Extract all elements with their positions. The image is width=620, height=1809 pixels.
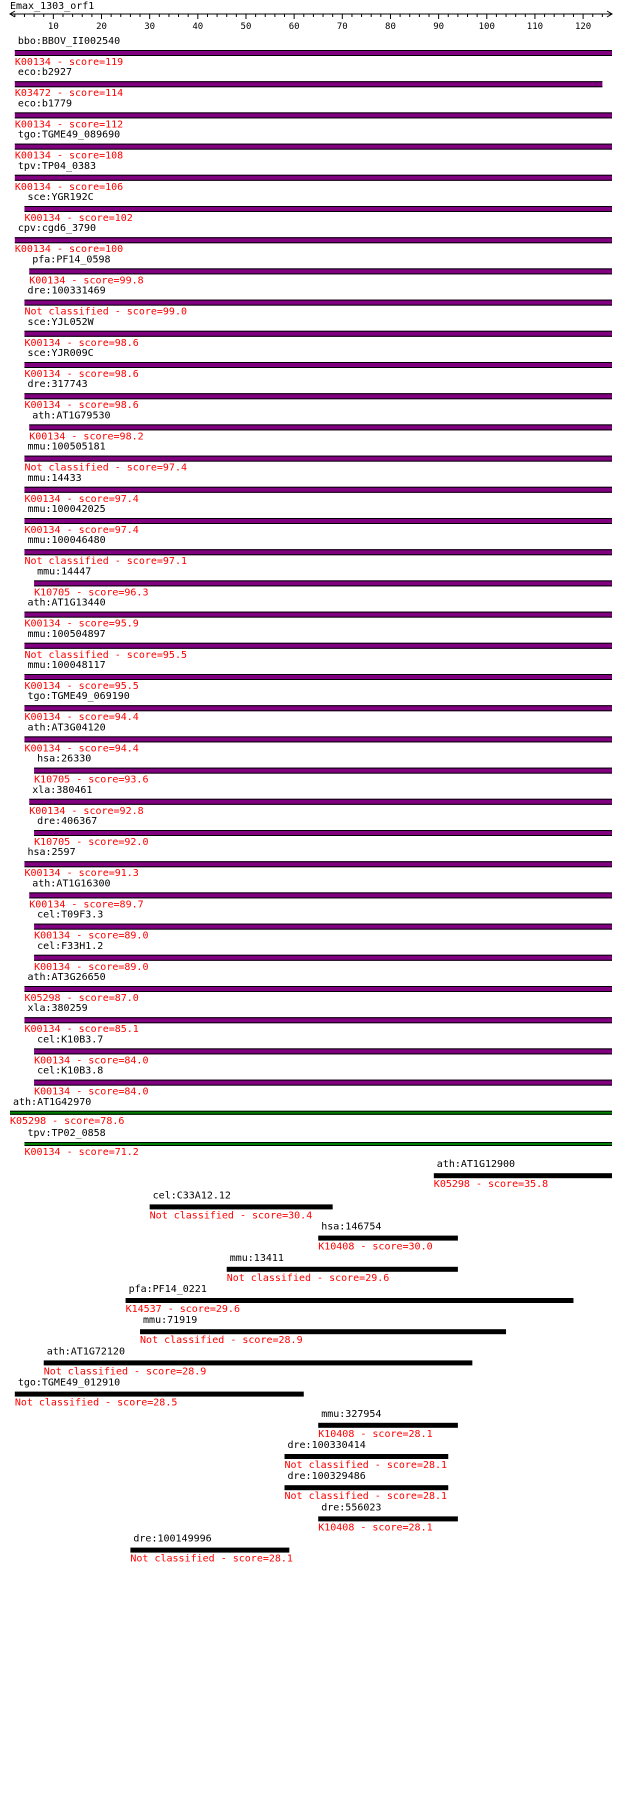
hit-entry (29, 878, 612, 910)
hit-entry (24, 473, 612, 505)
hit-name[interactable]: ath:AT1G42970 (13, 1096, 92, 1108)
hit-ko-score[interactable]: Not classified - score=29.6 (226, 1272, 390, 1284)
alignment-bar[interactable] (15, 1392, 304, 1397)
hit-ko-score[interactable]: K00134 - score=95.5 (24, 681, 139, 692)
hit-ko-score[interactable]: K00134 - score=97.4 (24, 493, 139, 505)
ruler-tick-label: 20 (96, 22, 107, 32)
hit-name[interactable]: eco:b2927 (17, 67, 73, 79)
alignment-bar[interactable] (150, 1204, 333, 1209)
hit-entry (24, 317, 612, 349)
ruler-tick-label: 120 (574, 22, 592, 32)
hit-entry (10, 1097, 612, 1127)
hit-ko-score[interactable]: Not classified - score=28.5 (14, 1397, 178, 1409)
ruler-tick-label: 10 (47, 22, 59, 32)
hit-name[interactable]: cel:K10B3.8 (37, 1065, 104, 1077)
hit-name[interactable]: cel:K10B3.7 (37, 1034, 104, 1046)
hit-ko-score[interactable]: K14537 - score=29.6 (125, 1304, 240, 1315)
hit-entry (29, 785, 612, 817)
hit-ko-score[interactable]: K00134 - score=94.4 (24, 712, 139, 724)
ruler-tick-label: 50 (240, 22, 252, 32)
hit-ko-score[interactable]: Not classified - score=28.1 (284, 1491, 448, 1503)
hit-name[interactable]: ath:AT1G16300 (32, 878, 111, 890)
ruler-tick-label: 40 (192, 22, 204, 32)
hit-name[interactable]: pfa:PF14_0598 (32, 254, 111, 266)
hit-name[interactable]: cel:F33H1.2 (37, 940, 104, 952)
hit-entry (34, 1066, 612, 1098)
hit-entry (318, 1409, 458, 1440)
hit-entry (285, 1471, 449, 1502)
hit-entry (34, 1034, 612, 1066)
hit-ko-score[interactable]: Not classified - score=28.1 (130, 1553, 293, 1565)
hit-ko-score[interactable]: Not classified - score=95.5 (24, 649, 188, 661)
hit-ko-score[interactable]: K00134 - score=89.7 (29, 899, 144, 911)
hit-ko-score[interactable]: K00134 - score=98.6 (24, 369, 139, 380)
hit-entry (24, 379, 612, 411)
hit-entry (24, 598, 612, 630)
hit-ko-score[interactable]: Not classified - score=97.1 (24, 556, 188, 568)
hit-ko-score[interactable]: K00134 - score=85.1 (24, 1024, 139, 1036)
hit-ko-score[interactable]: K03472 - score=114 (14, 88, 124, 100)
ruler-tick-label: 30 (144, 22, 156, 32)
hit-name[interactable]: mmu:327954 (321, 1408, 382, 1420)
hit-entry (15, 98, 612, 130)
hit-entry (15, 36, 612, 68)
query-title: Emax_1303_orf1 (10, 1, 95, 12)
hit-ko-score[interactable]: K00134 - score=108 (14, 150, 124, 162)
hit-ko-score[interactable]: K00134 - score=91.3 (24, 868, 139, 880)
alignment-bar[interactable] (44, 1360, 473, 1365)
hit-entry (126, 1284, 574, 1315)
hit-ko-score[interactable]: K05298 - score=78.6 (10, 1115, 125, 1127)
hit-entry (15, 223, 612, 255)
hit-name[interactable]: tgo:TGME49_012910 (17, 1377, 121, 1389)
hit-ko-score[interactable]: K10705 - score=93.6 (34, 774, 149, 786)
hit-list (10, 36, 612, 1565)
hit-ko-score[interactable]: K00134 - score=89.0 (34, 930, 149, 942)
hit-entry (24, 1128, 612, 1158)
hit-ko-score[interactable]: K00134 - score=89.0 (34, 961, 149, 973)
hit-name[interactable]: hsa:146754 (321, 1221, 382, 1233)
hit-name[interactable]: cpv:cgd6_3790 (17, 223, 97, 235)
hit-entry (24, 192, 612, 224)
hit-ko-score[interactable]: K05298 - score=35.8 (433, 1179, 549, 1191)
hit-ko-score[interactable]: Not classified - score=30.4 (149, 1210, 313, 1222)
hit-name[interactable]: dre:100331469 (27, 285, 106, 297)
hit-entry (15, 130, 612, 162)
alignment-bar[interactable] (318, 1516, 458, 1521)
alignment-bar[interactable] (285, 1454, 449, 1459)
hit-name[interactable]: tpv:TP02_0858 (27, 1128, 106, 1139)
hit-name[interactable]: mmu:100048117 (27, 660, 106, 671)
hit-name[interactable]: dre:406367 (37, 816, 98, 827)
hit-name[interactable]: dre:317743 (27, 379, 88, 391)
ruler-tick-label: 100 (478, 22, 495, 32)
hit-name[interactable]: sce:YJL052W (27, 316, 94, 328)
hit-ko-score[interactable]: K00134 - score=98.2 (29, 431, 144, 443)
hit-name[interactable]: mmu:14433 (27, 472, 82, 484)
alignment-bar[interactable] (227, 1267, 458, 1272)
hit-ko-score[interactable]: K00134 - score=99.8 (29, 275, 144, 287)
hit-entry (24, 442, 612, 474)
hit-entry (34, 566, 612, 598)
hit-entry (24, 348, 612, 380)
hit-name[interactable]: sce:YGR192C (27, 192, 94, 203)
hit-entry (434, 1159, 612, 1190)
hit-entry (24, 847, 612, 879)
alignment-bar[interactable] (126, 1298, 574, 1303)
hit-ko-score[interactable]: K00134 - score=112 (14, 119, 124, 131)
hit-name[interactable]: dre:100149996 (133, 1533, 212, 1545)
hit-entry (34, 910, 612, 942)
hit-name[interactable]: xla:380259 (27, 1003, 88, 1015)
hit-entry (24, 1003, 612, 1035)
hit-entry (24, 722, 612, 754)
hit-name[interactable]: tpv:TP04_0383 (17, 160, 97, 172)
hit-entry (34, 941, 612, 973)
hit-name[interactable]: dre:556023 (321, 1502, 382, 1514)
alignment-bar[interactable] (130, 1548, 289, 1553)
hit-name[interactable]: dre:100330414 (287, 1440, 366, 1451)
hit-name[interactable]: ath:AT1G79530 (32, 410, 111, 422)
hit-ko-score[interactable]: K00134 - score=94.4 (24, 743, 139, 755)
hit-name[interactable]: tgo:TGME49_069190 (27, 691, 130, 703)
hit-entry (24, 504, 612, 536)
hit-name[interactable]: mmu:71919 (143, 1315, 198, 1327)
hit-entry (44, 1346, 473, 1377)
hit-ko-score[interactable]: K05298 - score=87.0 (24, 993, 139, 1004)
hit-entry (24, 660, 612, 692)
hit-ko-score[interactable]: K10408 - score=28.1 (318, 1522, 433, 1534)
hit-entry (29, 254, 612, 286)
hit-name[interactable]: xla:380461 (32, 784, 93, 796)
hit-name[interactable]: tgo:TGME49_089690 (17, 129, 121, 141)
hit-ko-score[interactable]: K00134 - score=119 (14, 57, 124, 68)
hit-entry (24, 691, 612, 723)
hit-name[interactable]: ath:AT1G13440 (27, 597, 106, 609)
hit-entry (24, 535, 612, 567)
hit-name[interactable]: bbo:BBOV_II002540 (17, 36, 121, 47)
alignment-bar[interactable] (434, 1173, 612, 1178)
ruler-tick-label: 70 (336, 22, 348, 32)
hit-name[interactable]: hsa:2597 (27, 847, 76, 859)
hit-entry (227, 1253, 458, 1284)
hit-entry (29, 410, 612, 442)
hit-entry (285, 1440, 449, 1471)
ruler-tick-label: 80 (385, 22, 396, 32)
hit-ko-score[interactable]: K10705 - score=96.3 (34, 587, 149, 599)
hit-entry (24, 629, 612, 661)
hit-entry (34, 816, 612, 848)
hit-entry (318, 1222, 458, 1253)
hit-name[interactable]: ath:AT3G26650 (27, 972, 106, 983)
ruler-tick-label: 60 (288, 22, 300, 32)
hit-ko-score[interactable]: Not classified - score=28.9 (140, 1335, 303, 1347)
hit-ko-score[interactable]: K00134 - score=84.0 (34, 1055, 149, 1067)
hit-name[interactable]: ath:AT3G04120 (27, 722, 106, 734)
alignment-bar[interactable] (318, 1423, 458, 1428)
hit-entry (130, 1534, 293, 1565)
alignment-bar[interactable] (318, 1236, 458, 1241)
alignment-bar[interactable] (285, 1485, 449, 1490)
hit-name[interactable]: mmu:100042025 (27, 504, 106, 515)
hit-ko-score[interactable]: K00134 - score=98.6 (24, 337, 139, 349)
hit-entry (150, 1190, 333, 1221)
hit-ko-score[interactable]: K10408 - score=30.0 (318, 1241, 433, 1253)
position-ruler (10, 11, 612, 32)
hit-entry (24, 286, 612, 318)
hit-ko-score[interactable]: K00134 - score=100 (14, 244, 124, 256)
hit-name[interactable]: mmu:14447 (37, 566, 92, 578)
hit-name[interactable]: mmu:13411 (229, 1252, 284, 1264)
hit-ko-score[interactable]: K00134 - score=106 (14, 181, 124, 193)
hit-ko-score[interactable]: K00134 - score=102 (24, 213, 133, 224)
hit-entry (15, 1378, 304, 1409)
hit-name[interactable]: dre:100329486 (287, 1471, 366, 1483)
hit-entry (34, 754, 612, 786)
ruler-tick-label: 90 (433, 22, 445, 32)
hit-entry (318, 1502, 458, 1533)
hit-name[interactable]: cel:T09F3.3 (37, 909, 104, 921)
hit-entry (15, 161, 612, 193)
hit-ko-score[interactable]: Not classified - score=28.9 (43, 1366, 207, 1378)
hit-ko-score[interactable]: K10408 - score=28.1 (318, 1428, 433, 1440)
alignment-bar[interactable] (140, 1329, 506, 1334)
hit-ko-score[interactable]: Not classified - score=99.0 (24, 306, 188, 318)
hit-entry (24, 972, 612, 1004)
hit-ko-score[interactable]: K10705 - score=92.0 (34, 837, 149, 848)
hit-ko-score[interactable]: Not classified - score=97.4 (24, 462, 188, 474)
hit-entry (15, 67, 603, 99)
hit-ko-score[interactable]: K00134 - score=95.9 (24, 618, 139, 630)
hit-name[interactable]: mmu:100505181 (27, 441, 106, 453)
hit-name[interactable]: cel:C33A12.12 (152, 1190, 231, 1202)
hit-ko-score[interactable]: K00134 - score=71.2 (24, 1147, 139, 1158)
hit-name[interactable]: mmu:100046480 (27, 535, 106, 547)
hit-name[interactable]: mmu:100504897 (27, 628, 106, 640)
hit-name[interactable]: ath:AT1G72120 (46, 1346, 125, 1358)
hit-ko-score[interactable]: K00134 - score=97.4 (24, 525, 139, 536)
hit-name[interactable]: pfa:PF14_0221 (128, 1284, 207, 1295)
hit-name[interactable]: hsa:26330 (37, 753, 92, 765)
ruler-tick-label: 110 (526, 22, 544, 32)
hit-name[interactable]: sce:YJR009C (27, 348, 94, 359)
hit-name[interactable]: ath:AT1G12900 (436, 1159, 516, 1171)
hit-name[interactable]: eco:b1779 (17, 98, 73, 110)
hit-entry (140, 1315, 506, 1346)
hit-ko-score[interactable]: Not classified - score=28.1 (284, 1460, 448, 1471)
hit-ko-score[interactable]: K00134 - score=92.8 (29, 805, 144, 817)
hit-ko-score[interactable]: K00134 - score=98.6 (24, 400, 139, 412)
hit-ko-score[interactable]: K00134 - score=84.0 (34, 1086, 149, 1098)
